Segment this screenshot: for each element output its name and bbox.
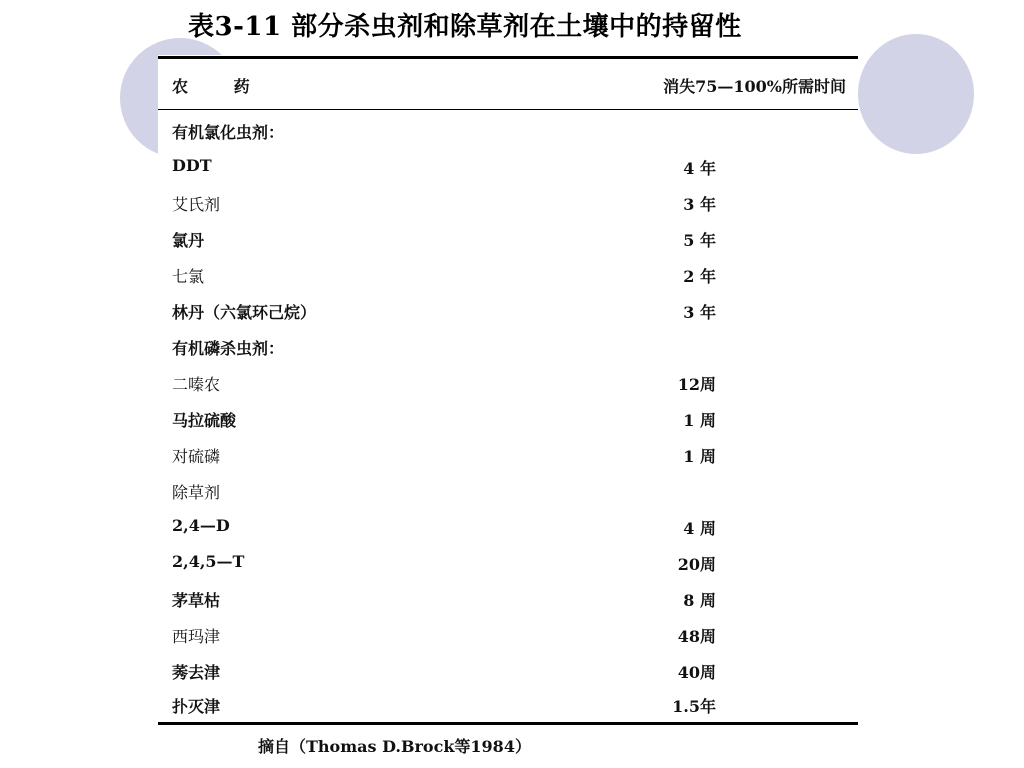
row-name: 七氯 [172, 267, 205, 286]
slide-title: 表3-11 部分杀虫剂和除草剂在土壤中的持留性 [188, 12, 742, 42]
table-row [158, 258, 858, 294]
table-row [158, 474, 858, 510]
table-row [158, 618, 858, 654]
table-row [158, 330, 858, 366]
row-time: 20周 [677, 555, 716, 574]
row-name: DDT [172, 156, 212, 175]
row-name: 莠去津 [172, 663, 221, 682]
row-time: 48周 [677, 627, 716, 646]
table-row [158, 402, 858, 438]
table-row [158, 366, 858, 402]
table-row [158, 510, 858, 546]
table-row [158, 222, 858, 258]
row-time: 1 周 [683, 411, 716, 430]
row-time: 2 年 [683, 267, 716, 286]
row-name: 除草剂 [172, 483, 221, 502]
table-row [158, 688, 858, 724]
row-name: 扑灭津 [172, 697, 221, 716]
row-name: 西玛津 [172, 627, 221, 646]
header-pesticide: 农 药 [172, 77, 250, 96]
table-bottom-rule [158, 722, 858, 725]
row-name: 氯丹 [172, 231, 205, 250]
row-time: 1 周 [683, 447, 716, 466]
row-name: 2,4,5—T [172, 552, 245, 571]
table-top-rule [158, 56, 858, 59]
row-name: 茅草枯 [172, 591, 221, 610]
decorative-circle-right [858, 34, 974, 154]
row-name: 艾氏剂 [172, 195, 221, 214]
row-time: 40周 [677, 663, 716, 682]
table-row [158, 186, 858, 222]
row-time: 4 周 [683, 519, 716, 538]
row-time: 4 年 [683, 159, 716, 178]
row-name: 2,4—D [172, 516, 230, 535]
row-time: 8 周 [683, 591, 716, 610]
table-row [158, 546, 858, 582]
row-time: 3 年 [683, 195, 716, 214]
table-row [158, 654, 858, 690]
row-time: 12周 [677, 375, 716, 394]
row-time: 3 年 [683, 303, 716, 322]
row-name: 有机氯化虫剂： [172, 123, 285, 142]
table-row [158, 294, 858, 330]
table-row [158, 438, 858, 474]
table-sheet [158, 55, 858, 740]
row-name: 对硫磷 [172, 447, 221, 466]
source-citation: 摘自（Thomas D.Brock等1984） [258, 737, 531, 756]
row-name: 马拉硫酸 [172, 411, 237, 430]
table-row [158, 114, 858, 150]
row-time: 5 年 [683, 231, 716, 250]
row-name: 有机磷杀虫剂： [172, 339, 285, 358]
header-time: 消失75—100%所需时间 [663, 77, 846, 96]
row-name: 二嗪农 [172, 375, 221, 394]
table-header-rule [158, 109, 858, 110]
row-name: 林丹（六氯环己烷） [172, 303, 317, 322]
row-time: 1.5年 [672, 697, 716, 716]
table-row [158, 582, 858, 618]
table-row [158, 150, 858, 186]
